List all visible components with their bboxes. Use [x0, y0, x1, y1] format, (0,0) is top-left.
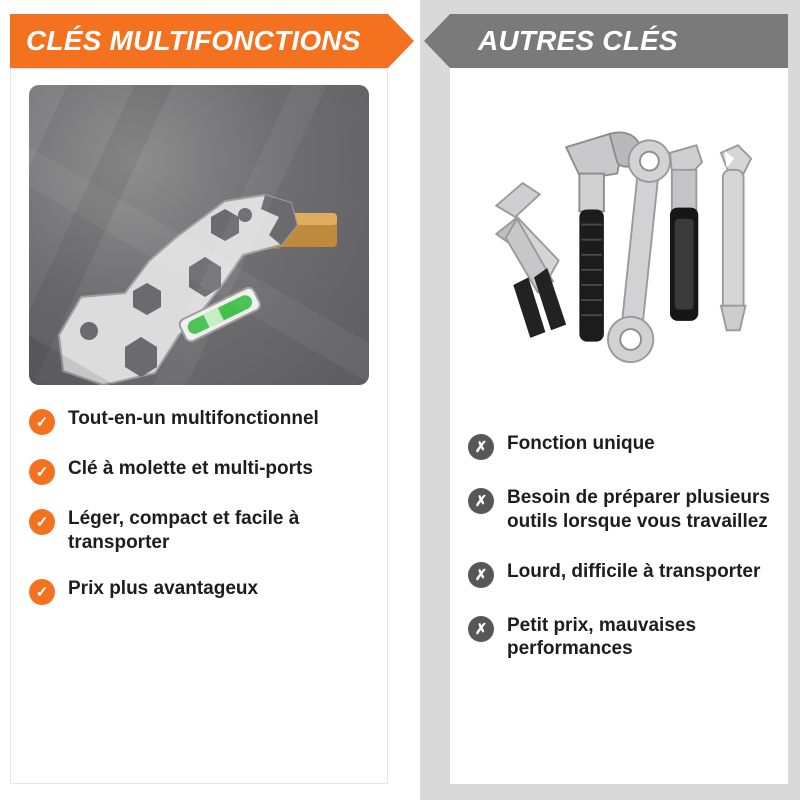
cross-icon: ✗ — [468, 488, 494, 514]
wrench-illustration-icon — [29, 85, 369, 385]
right-column — [436, 14, 788, 786]
check-icon: ✓ — [29, 579, 55, 605]
feature-text: Tout-en-un multifonctionnel — [68, 408, 319, 429]
feature-text: Léger, compact et facile à transporter — [68, 508, 300, 553]
feature-text: Lourd, difficile à transporter — [507, 560, 761, 582]
right-feature-list — [468, 432, 770, 661]
list-item — [29, 577, 369, 605]
check-icon: ✓ — [29, 509, 55, 535]
hand-tools-illustration-icon — [468, 84, 770, 384]
cross-icon: ✗ — [468, 616, 494, 642]
other-tools-image — [468, 84, 770, 384]
feature-text: Besoin de préparer plusieurs outils lorsque vous travaillez — [507, 487, 770, 532]
feature-text: Clé à molette et multi-ports — [68, 458, 313, 479]
list-item — [468, 432, 770, 460]
multifunction-wrench-image — [29, 85, 369, 385]
cross-icon: ✗ — [468, 434, 494, 460]
right-card — [450, 68, 788, 784]
check-icon: ✓ — [29, 409, 55, 435]
left-banner — [10, 14, 388, 68]
right-banner-title: AUTRES CLÉS — [478, 25, 678, 56]
left-banner-title: CLÉS MULTIFONCTIONS — [26, 25, 361, 56]
feature-text: Fonction unique — [507, 433, 655, 454]
list-item — [29, 507, 369, 555]
feature-text: Petit prix, mauvaises performances — [507, 614, 697, 660]
left-card — [10, 68, 388, 784]
right-banner — [450, 14, 788, 68]
list-item — [29, 407, 369, 435]
left-column — [10, 14, 410, 786]
list-item — [468, 486, 770, 534]
cross-icon: ✗ — [468, 562, 494, 588]
list-item — [468, 560, 770, 588]
feature-text: Prix plus avantageux — [68, 577, 259, 599]
check-icon: ✓ — [29, 459, 55, 485]
list-item — [29, 457, 369, 485]
list-item — [468, 614, 770, 662]
left-feature-list — [29, 407, 369, 605]
